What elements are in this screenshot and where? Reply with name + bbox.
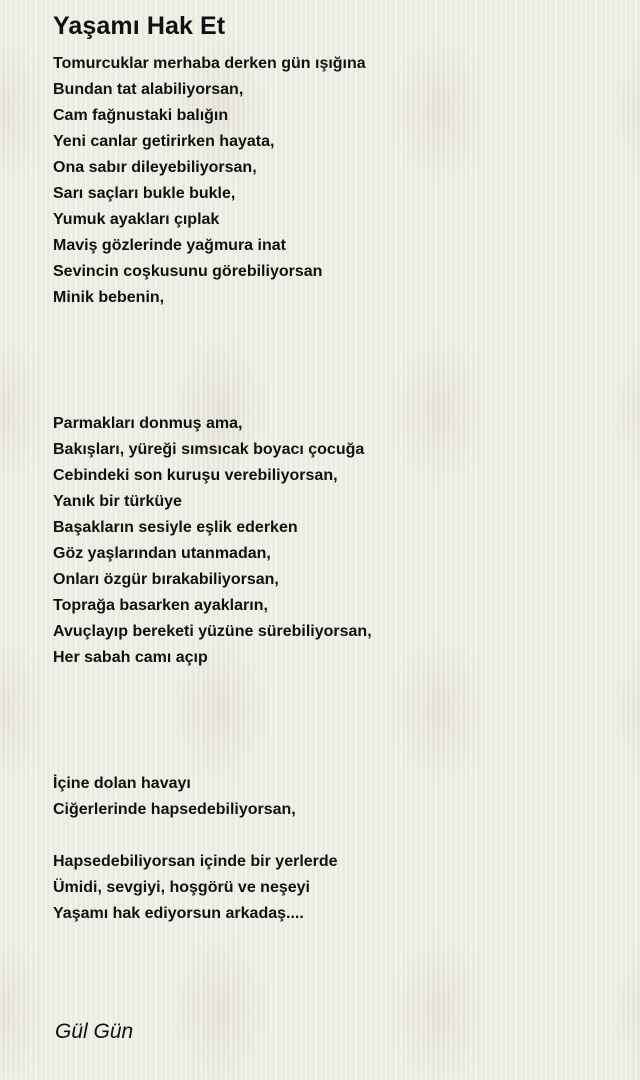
poem-line: Ona sabır dileyebiliyorsan, <box>53 159 257 176</box>
poem-line: İçine dolan havayı <box>53 775 191 792</box>
stanza-3 <box>53 771 296 823</box>
poem-line: Avuçlayıp bereketi yüzüne sürebiliyorsan, <box>53 623 372 640</box>
poem-line: Tomurcuklar merhaba derken gün ışığına <box>53 55 366 72</box>
poem-line: Sarı saçları bukle bukle, <box>53 185 236 202</box>
poem-line: Her sabah camı açıp <box>53 649 208 666</box>
poem-line: Cebindeki son kuruşu verebiliyorsan, <box>53 467 338 484</box>
poem-line: Maviş gözlerinde yağmura inat <box>53 237 286 254</box>
poem-line: Ciğerlerinde hapsedebiliyorsan, <box>53 801 296 818</box>
poem-title: Yaşamı Hak Et <box>53 12 226 40</box>
poem-line: Bakışları, yüreği sımsıcak boyacı çocuğa <box>53 441 365 458</box>
poem-line: Cam fağnustaki balığın <box>53 107 229 124</box>
poem-line: Hapsedebiliyorsan içinde bir yerlerde <box>53 853 338 870</box>
poem-line: Parmakları donmuş ama, <box>53 415 243 432</box>
stanza-4 <box>53 849 338 927</box>
poem-line: Yanık bir türküye <box>53 493 182 510</box>
stanza-1 <box>53 51 366 311</box>
poem-line: Göz yaşlarından utanmadan, <box>53 545 271 562</box>
poem-line: Onları özgür bırakabiliyorsan, <box>53 571 279 588</box>
poem-line: Sevincin coşkusunu görebiliyorsan <box>53 263 323 280</box>
poem-line: Toprağa basarken ayakların, <box>53 597 268 614</box>
poem-line: Yeni canlar getirirken hayata, <box>53 133 275 150</box>
poem-line: Bundan tat alabiliyorsan, <box>53 81 244 98</box>
poem-author: Gül Gün <box>55 1020 134 1043</box>
poem-line: Yaşamı hak ediyorsun arkadaş.... <box>53 905 304 922</box>
poem-line: Ümidi, sevgiyi, hoşgörü ve neşeyi <box>53 879 310 896</box>
poem-line: Yumuk ayakları çıplak <box>53 211 220 228</box>
poem-line: Minik bebenin, <box>53 289 165 306</box>
stanza-2 <box>53 411 372 671</box>
poem-line: Başakların sesiyle eşlik ederken <box>53 519 298 536</box>
